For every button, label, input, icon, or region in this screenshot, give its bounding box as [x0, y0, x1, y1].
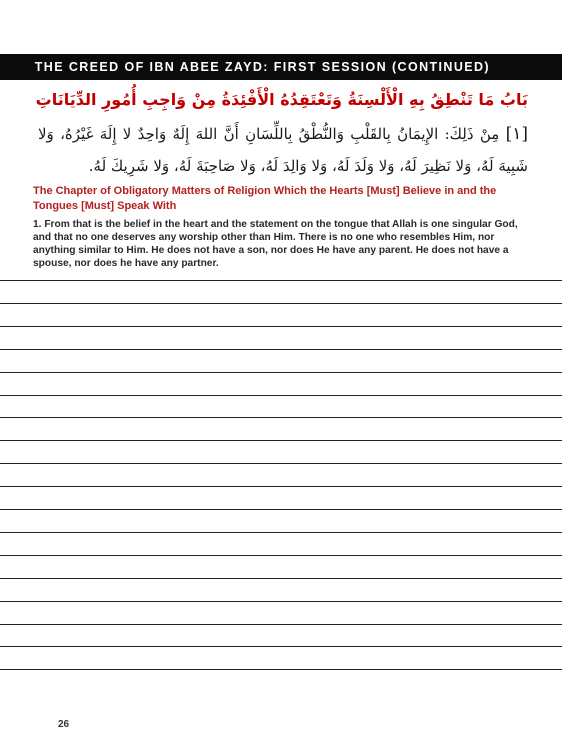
note-line — [0, 395, 562, 396]
note-line — [0, 349, 562, 350]
note-line — [0, 624, 562, 625]
note-line — [0, 486, 562, 487]
section-header-bar — [0, 54, 562, 80]
page-number: 26 — [58, 719, 70, 730]
note-line — [0, 372, 562, 373]
note-line — [0, 303, 562, 304]
section-header-title: THE CREED OF IBN ABEE ZAYD: FIRST SESSION (CONTINUED) — [34, 60, 490, 74]
arabic-chapter-heading: بَابُ مَا تَنْطِقُ بِهِ الْأَلْسِنَةُ وَتَعْتَقِدُهُ الْأَفْئِدَةُ مِنْ وَاجِبِ أُمُورِ الدِّيَانَاتِ — [35, 90, 528, 109]
note-line — [0, 578, 562, 579]
note-line — [0, 646, 562, 647]
note-line — [0, 601, 562, 602]
note-line — [0, 532, 562, 533]
note-line — [0, 280, 562, 281]
arabic-text-block — [38, 118, 528, 182]
english-translation-text: 1. From that is the belief in the heart and the statement on the tongue that Allah is one singular God, and that no one deserves any worship other than Him. There is no one who resembles Him, nor anything similar to Him. He does not have a son, nor does He have any parent. He does not have a spouse, nor does he have any partner. — [33, 219, 518, 269]
note-line — [0, 440, 562, 441]
note-line — [0, 669, 562, 670]
english-chapter-heading: The Chapter of Obligatory Matters of Religion Which the Hearts [Must] Believe in and the Tongues [Must] Speak With — [33, 185, 497, 212]
arabic-point-text: مِنْ ذَلِكَ: الإِيمَانُ بِالقَلْبِ وَالنُّطْقُ بِاللِّسَانِ أَنَّ اللهَ إِلَهٌ وَاحِدٌ لا إِلَهَ غَيْرُهُ، وَلا شَبِيهَ لَهُ، وَلا نَظِيرَ لَهُ، وَلا وَلَدَ لَهُ، وَلا وَالِدَ لَهُ، وَلا صَاحِبَةَ لَهُ، وَلا شَرِيكَ لَهُ. — [38, 125, 528, 175]
note-line — [0, 509, 562, 510]
note-line — [0, 326, 562, 327]
note-line — [0, 555, 562, 556]
arabic-point-number: [١] — [505, 124, 528, 144]
note-line — [0, 463, 562, 464]
note-line — [0, 417, 562, 418]
